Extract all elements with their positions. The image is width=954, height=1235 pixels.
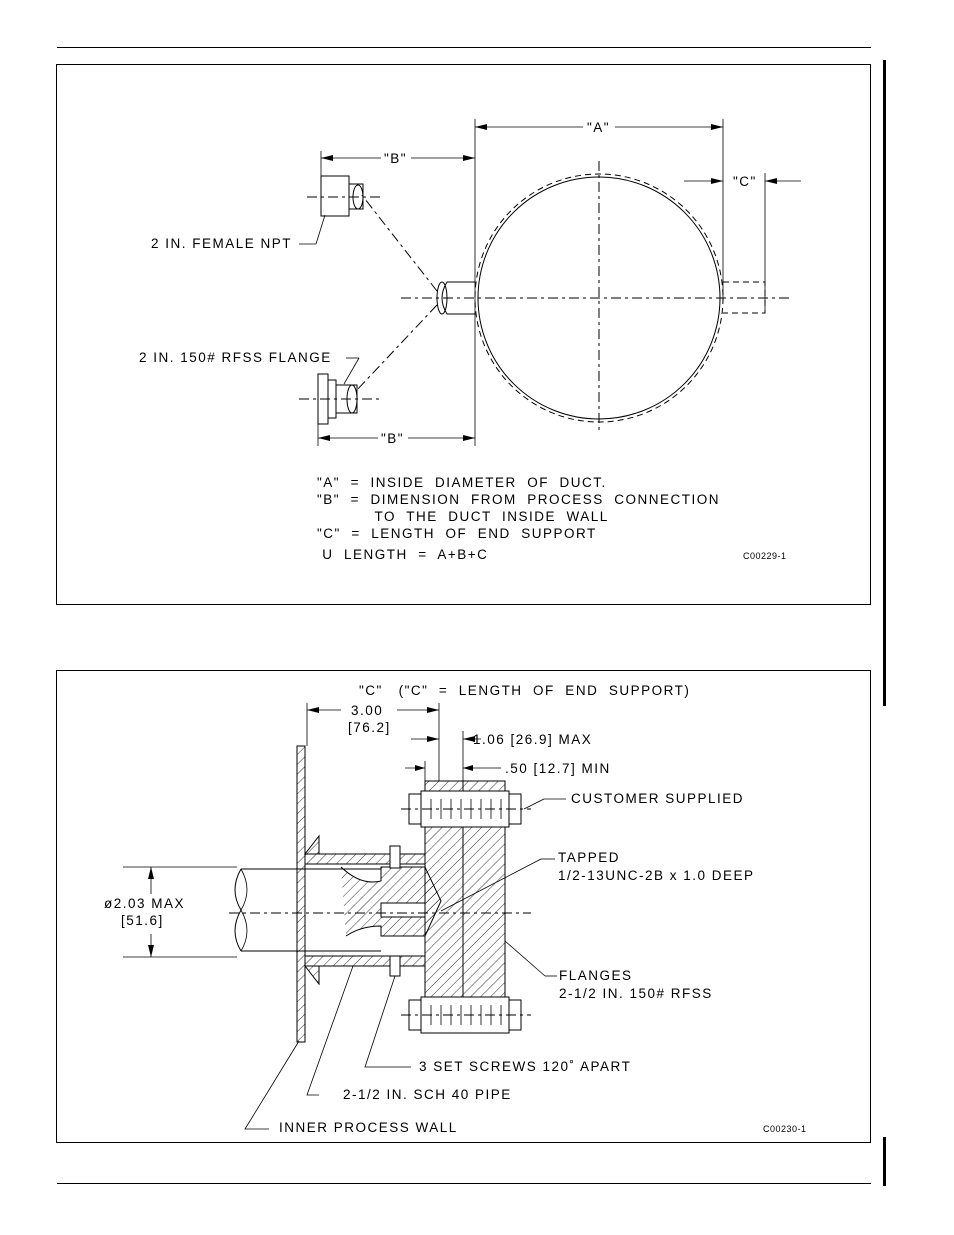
inner-process-wall	[297, 746, 305, 1042]
leader-customer	[524, 799, 544, 809]
footer-rule	[57, 1183, 871, 1184]
dim-a-label: "A"	[587, 120, 611, 135]
set-screw-bottom	[390, 956, 400, 976]
legend-line-b-cont: TO THE DUCT INSIDE WALL	[317, 509, 609, 524]
legend-line-u: U LENGTH = A+B+C	[317, 547, 489, 562]
legend-line-a: "A" = INSIDE DIAMETER OF DUCT.	[317, 475, 607, 490]
leader-to-npt	[361, 194, 437, 291]
npt-fitting-body	[321, 176, 349, 216]
change-bar-upper	[883, 60, 886, 706]
tapped-bore	[381, 903, 425, 917]
figure-2-end-support-detail	[56, 670, 871, 1143]
flange-leader-d	[344, 358, 359, 384]
label-flanges: FLANGES	[559, 968, 633, 983]
figure-2-code: C00230-1	[763, 1124, 807, 1134]
label-customer-supplied: CUSTOMER SUPPLIED	[571, 791, 745, 806]
dim-dia-arrow-bottom	[148, 945, 154, 957]
leader-wall	[245, 1041, 299, 1129]
dim-c-arrow-right	[765, 178, 777, 184]
leader-to-flange	[356, 305, 437, 391]
dim-050-arrow-left	[415, 765, 425, 771]
pipe-wall-bottom	[305, 956, 425, 966]
end-support-insert	[341, 867, 441, 936]
figure-1-drawing	[57, 65, 870, 604]
dim-b-top-arrow-right	[463, 155, 475, 161]
dim-b-bottom-arrow-right	[463, 435, 475, 441]
sensor-rod-break-left	[235, 869, 241, 951]
leader-set-screws	[365, 976, 411, 1067]
pipe-wall-top	[305, 854, 425, 864]
dim-b-bottom-arrow-left	[318, 435, 330, 441]
figure-1-code: C00229-1	[743, 551, 787, 561]
dim-300-arrow-left	[307, 707, 319, 713]
figure-2-title: "C" ("C" = LENGTH OF END SUPPORT)	[359, 683, 691, 698]
dim-c-arrow-left	[711, 178, 723, 184]
header-rule	[57, 47, 871, 48]
dim-300-arrow-right	[427, 707, 439, 713]
label-inner-process-wall: INNER PROCESS WALL	[279, 1120, 458, 1135]
dim-762-label: [76.2]	[348, 720, 391, 735]
label-set-screws: 3 SET SCREWS 120˚ APART	[419, 1059, 632, 1074]
change-bar-lower	[883, 1137, 886, 1186]
dim-b-top-label: "B"	[384, 151, 408, 166]
dim-dia-arrow-top	[148, 867, 154, 879]
dim-050-label: .50 [12.7] MIN	[505, 761, 611, 776]
dim-106-arrow-left	[427, 736, 439, 742]
dim-a-arrow-right	[711, 124, 723, 130]
dim-300-label: 3.00	[351, 703, 384, 718]
dim-050-arrow-right	[463, 765, 473, 771]
weld-top	[305, 836, 319, 854]
label-npt: 2 IN. FEMALE NPT	[151, 236, 293, 251]
dim-c-label: "C"	[733, 174, 757, 189]
dim-dia-metric-label: [51.6]	[121, 913, 164, 928]
npt-leader-d	[316, 215, 325, 244]
figure-1-duct-diagram	[56, 64, 871, 605]
label-flanges-spec: 2-1/2 IN. 150# RFSS	[559, 986, 713, 1001]
set-screw-top	[390, 846, 400, 868]
dim-dia-label: ø2.03 MAX	[104, 896, 186, 911]
legend-line-b: "B" = DIMENSION FROM PROCESS CONNECTION	[317, 492, 720, 507]
label-tapped: TAPPED	[558, 850, 621, 865]
label-tapped-spec: 1/2-13UNC-2B x 1.0 DEEP	[558, 868, 755, 883]
sensor-rod-break-right	[241, 869, 247, 951]
dim-b-bottom-label: "B"	[381, 431, 405, 446]
leader-flanges	[505, 941, 545, 976]
dim-106-label: 1.06 [26.9] MAX	[473, 732, 593, 747]
figure-2-drawing	[57, 671, 870, 1142]
weld-bottom	[305, 966, 319, 984]
label-flange: 2 IN. 150# RFSS FLANGE	[139, 350, 332, 365]
label-pipe: 2-1/2 IN. SCH 40 PIPE	[343, 1087, 512, 1102]
leader-pipe	[307, 966, 353, 1095]
dim-a-arrow-left	[475, 124, 487, 130]
dim-b-top-arrow-left	[321, 155, 333, 161]
legend-line-c: "C" = LENGTH OF END SUPPORT	[317, 526, 597, 541]
